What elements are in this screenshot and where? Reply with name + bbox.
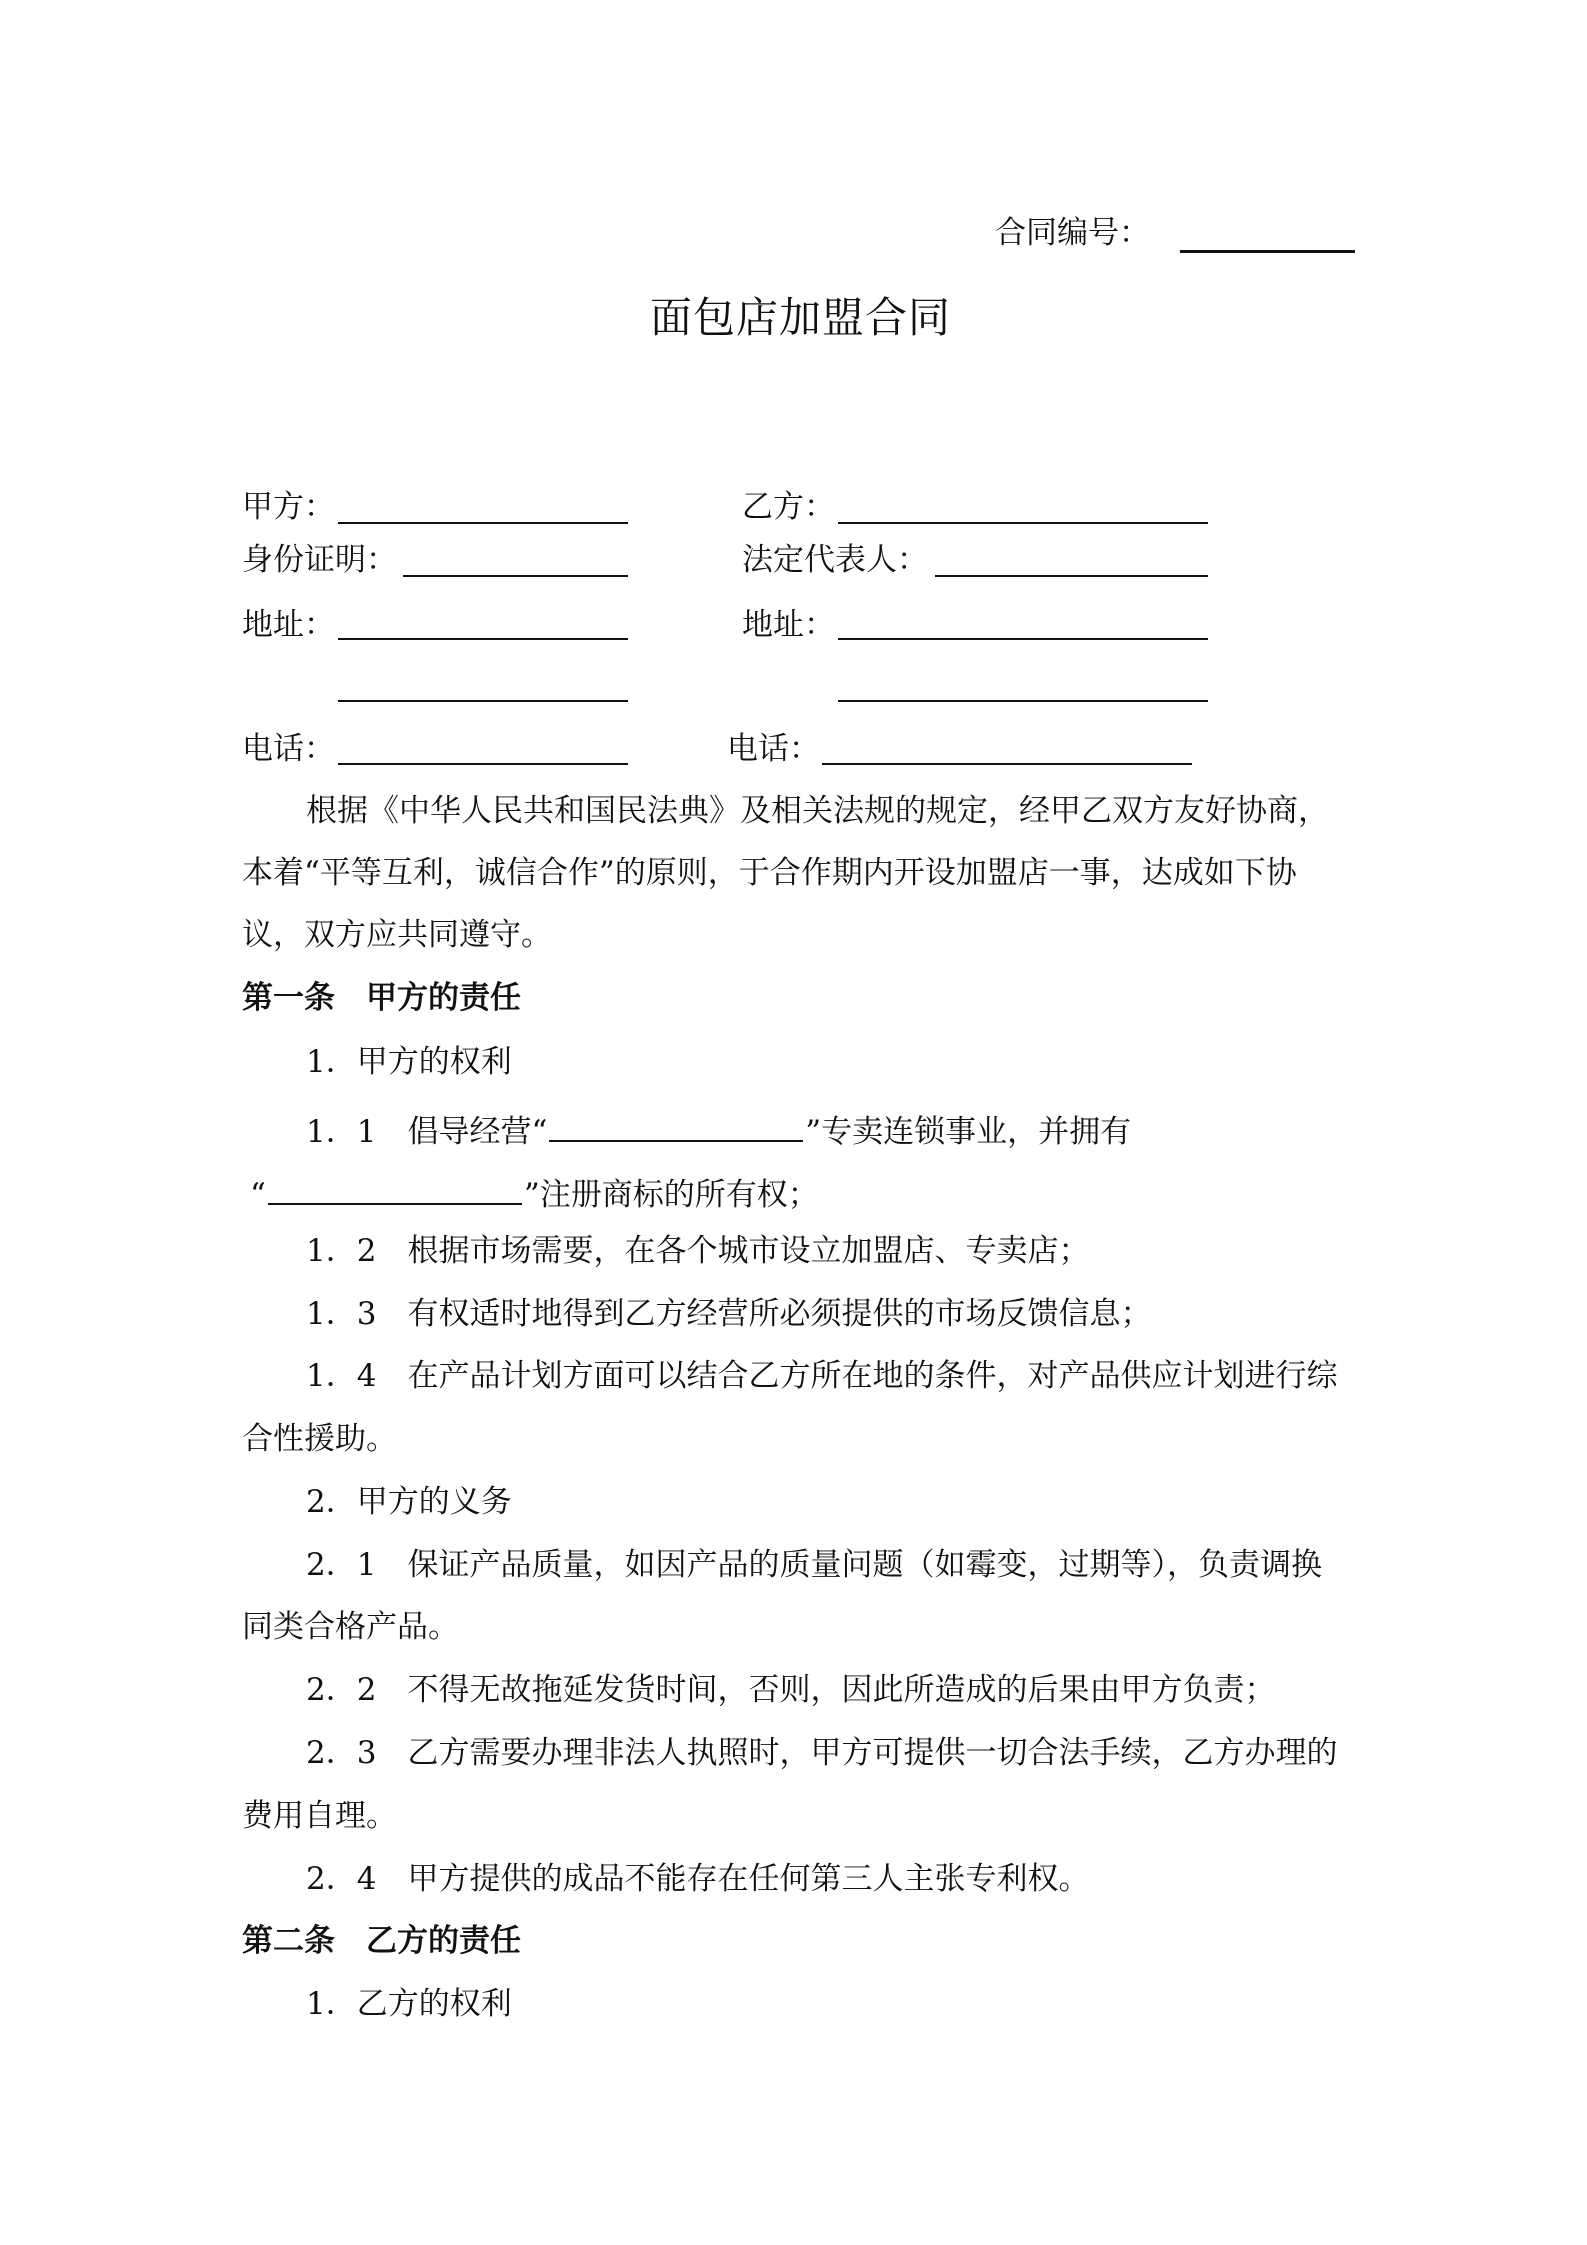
item-1-1-text-c: “ <box>250 1177 266 1213</box>
article-1-heading: 第一条 甲方的责任 <box>242 980 521 1016</box>
address-b-blank-1[interactable] <box>838 638 1208 640</box>
phone-b-label: 电话： <box>727 731 820 767</box>
item-1-1-text-b: ”专卖连锁事业，并拥有 <box>805 1114 1132 1150</box>
item-1-1-line-1 <box>306 1110 1131 1148</box>
address-b-label: 地址： <box>742 607 835 643</box>
item-1-4-line-2: 合性援助。 <box>242 1421 397 1457</box>
party-a-blank[interactable] <box>338 522 628 524</box>
item-2-1-line-2: 同类合格产品。 <box>242 1609 459 1645</box>
article-1-rights-title: 1．甲方的权利 <box>306 1044 512 1080</box>
article-1-duties-title: 2．甲方的义务 <box>306 1484 512 1520</box>
trademark-blank[interactable] <box>268 1173 522 1205</box>
item-2-1-line-1: 2．1 保证产品质量，如因产品的质量问题（如霉变，过期等），负责调换 <box>306 1547 1322 1583</box>
phone-a-label: 电话： <box>242 731 335 767</box>
item-2-3-line-2: 费用自理。 <box>242 1798 397 1834</box>
contract-number-label: 合同编号： <box>995 215 1150 251</box>
page-title: 面包店加盟合同 <box>650 293 952 342</box>
intro-line-3: 议，双方应共同遵守。 <box>242 917 552 953</box>
legal-rep-blank[interactable] <box>935 575 1208 577</box>
phone-a-blank[interactable] <box>338 763 628 765</box>
address-a-blank-2[interactable] <box>338 700 628 702</box>
id-card-blank[interactable] <box>403 575 628 577</box>
party-b-label: 乙方： <box>742 489 835 525</box>
business-name-blank[interactable] <box>549 1110 803 1142</box>
intro-paragraph <box>242 780 1357 966</box>
item-2-4: 2．4 甲方提供的成品不能存在任何第三人主张专利权。 <box>306 1861 1090 1897</box>
item-2-3-line-1: 2．3 乙方需要办理非法人执照时，甲方可提供一切合法手续，乙方办理的 <box>306 1735 1338 1771</box>
intro-line-1: 根据《中华人民共和国民法典》及相关法规的规定，经甲乙双方友好协商， <box>306 793 1329 829</box>
article-2-heading: 第二条 乙方的责任 <box>242 1923 521 1959</box>
party-a-label: 甲方： <box>242 489 335 525</box>
party-b-blank[interactable] <box>838 522 1208 524</box>
legal-rep-label: 法定代表人： <box>742 542 928 578</box>
item-2-2: 2．2 不得无故拖延发货时间，否则，因此所造成的后果由甲方负责； <box>306 1672 1276 1708</box>
item-1-1-text-a: 1．1 倡导经营“ <box>306 1114 548 1150</box>
address-b-blank-2[interactable] <box>838 700 1208 702</box>
item-1-1-text-d: ”注册商标的所有权； <box>523 1177 819 1213</box>
phone-b-blank[interactable] <box>822 763 1192 765</box>
intro-line-2: 本着“平等互利，诚信合作”的原则，于合作期内开设加盟店一事，达成如下协 <box>242 855 1297 891</box>
address-a-blank-1[interactable] <box>338 638 628 640</box>
item-1-3: 1．3 有权适时地得到乙方经营所必须提供的市场反馈信息； <box>306 1296 1152 1332</box>
id-card-label: 身份证明： <box>242 542 397 578</box>
item-1-4-line-1: 1．4 在产品计划方面可以结合乙方所在地的条件，对产品供应计划进行综 <box>306 1358 1338 1394</box>
article-2-rights-title: 1．乙方的权利 <box>306 1986 512 2022</box>
item-1-2: 1．2 根据市场需要，在各个城市设立加盟店、专卖店； <box>306 1233 1090 1269</box>
item-1-1-line-2 <box>250 1173 819 1211</box>
address-a-label: 地址： <box>242 607 335 643</box>
contract-number-blank[interactable] <box>1180 250 1355 253</box>
